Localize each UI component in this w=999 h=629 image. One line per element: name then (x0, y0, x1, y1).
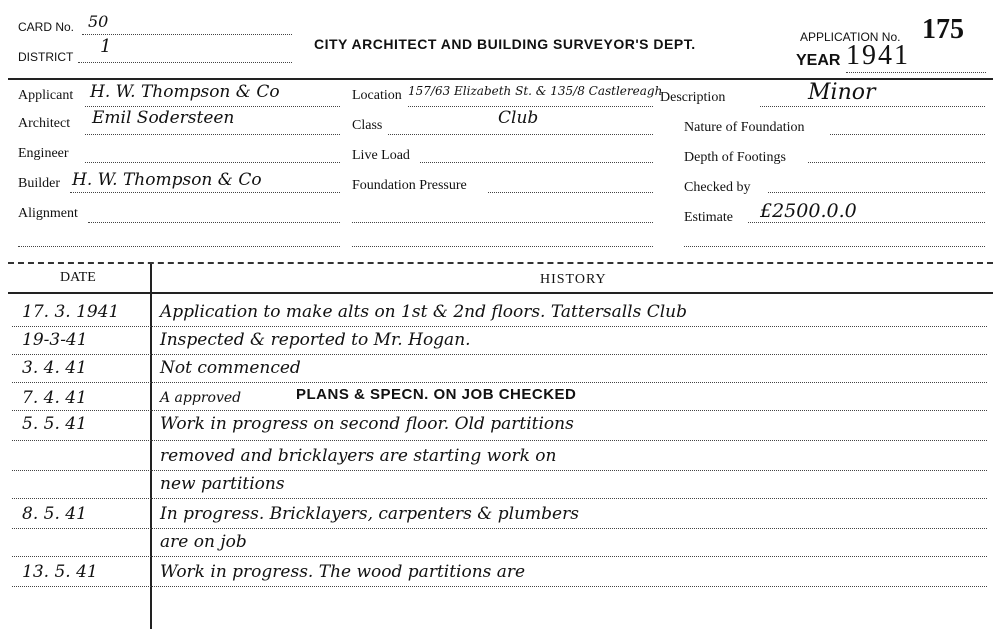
applicant-line (85, 106, 340, 107)
alignment-line (88, 222, 340, 223)
card-no-line (82, 34, 292, 35)
row-date: 19-3-41 (22, 330, 88, 350)
architect-line (85, 134, 340, 135)
dept-title: CITY ARCHITECT AND BUILDING SURVEYOR'S DEPT. (314, 36, 696, 52)
row-history: Application to make alts on 1st & 2nd floors. Tattersalls Club (160, 302, 688, 322)
row-history: Work in progress. The wood partitions are (160, 562, 526, 582)
row-line (12, 470, 987, 471)
row-history: Work in progress on second floor. Old partitions (160, 414, 574, 434)
row-date: 13. 5. 41 (22, 562, 98, 582)
engineer-line (85, 162, 340, 163)
row-date: 8. 5. 41 (22, 504, 87, 524)
year-value: 1941 (846, 40, 910, 71)
row-line (12, 354, 987, 355)
foundation-pressure-label: Foundation Pressure (352, 178, 467, 193)
description-value: Minor (808, 80, 876, 105)
nature-line (830, 134, 985, 135)
live-load-line (420, 162, 653, 163)
year-label: YEAR (796, 52, 841, 69)
row-date: 3. 4. 41 (22, 358, 87, 378)
middle-blank-line-2 (352, 246, 653, 247)
class-line (388, 134, 653, 135)
district-label: DISTRICT (18, 50, 74, 64)
builder-value: H. W. Thompson & Co (72, 170, 262, 190)
district-value: 1 (100, 36, 112, 57)
foundation-pressure-line (488, 192, 653, 193)
row-line (12, 326, 987, 327)
applicant-label: Applicant (18, 88, 74, 103)
table-header-divider (8, 292, 993, 294)
nature-of-foundation-label: Nature of Foundation (684, 120, 805, 135)
date-column-divider (150, 264, 152, 629)
table-top-border (8, 262, 993, 264)
checked-line (768, 192, 985, 193)
row-line (12, 556, 987, 557)
row-history: Not commenced (160, 358, 301, 378)
class-value: Club (498, 108, 539, 128)
checked-by-label: Checked by (684, 180, 751, 195)
applicant-value: H. W. Thompson & Co (90, 82, 280, 102)
application-no-value: 175 (922, 14, 964, 45)
row-date: 17. 3. 1941 (22, 302, 120, 322)
row-history: removed and bricklayers are starting work on (160, 446, 557, 466)
year-line (846, 72, 986, 73)
row-line (12, 498, 987, 499)
middle-blank-line (352, 222, 653, 223)
row-history: are on job (160, 532, 247, 552)
card-no-label: CARD No. (18, 20, 75, 34)
estimate-label: Estimate (684, 210, 733, 225)
architect-value: Emil Sodersteen (92, 108, 235, 128)
architect-label: Architect (18, 116, 71, 131)
district-line (78, 62, 292, 63)
location-label: Location (352, 88, 402, 103)
row-line (12, 382, 987, 383)
card-no-value: 50 (88, 12, 109, 31)
description-label: Description (660, 90, 726, 105)
right-blank-line (684, 246, 985, 247)
engineer-label: Engineer (18, 146, 69, 161)
row-history: Inspected & reported to Mr. Hogan. (160, 330, 471, 350)
row-history: new partitions (160, 474, 285, 494)
row-history: In progress. Bricklayers, carpenters & plumbers (160, 504, 579, 524)
class-label: Class (352, 118, 383, 133)
history-header: HISTORY (540, 272, 607, 287)
date-header: DATE (60, 270, 96, 285)
builder-line (70, 192, 340, 193)
live-load-label: Live Load (352, 148, 410, 163)
alignment-line-2 (18, 246, 340, 247)
estimate-value: £2500.0.0 (760, 200, 857, 222)
row-date: 7. 4. 41 (22, 388, 87, 408)
row-stamp: PLANS & SPECN. ON JOB CHECKED (296, 386, 577, 403)
depth-of-footings-label: Depth of Footings (684, 150, 786, 165)
row-history: A approved (160, 390, 242, 406)
application-no-label: APPLICATION No. (800, 30, 901, 44)
description-line (760, 106, 985, 107)
builder-label: Builder (18, 176, 60, 191)
row-line (12, 410, 987, 411)
row-line (12, 586, 987, 587)
location-line (408, 106, 653, 107)
row-line (12, 528, 987, 529)
row-date: 5. 5. 41 (22, 414, 87, 434)
location-value: 157/63 Elizabeth St. & 135/8 Castlereagh (408, 84, 663, 98)
depth-line (808, 162, 985, 163)
alignment-label: Alignment (18, 206, 78, 221)
row-line (12, 440, 987, 441)
estimate-line (748, 222, 985, 223)
